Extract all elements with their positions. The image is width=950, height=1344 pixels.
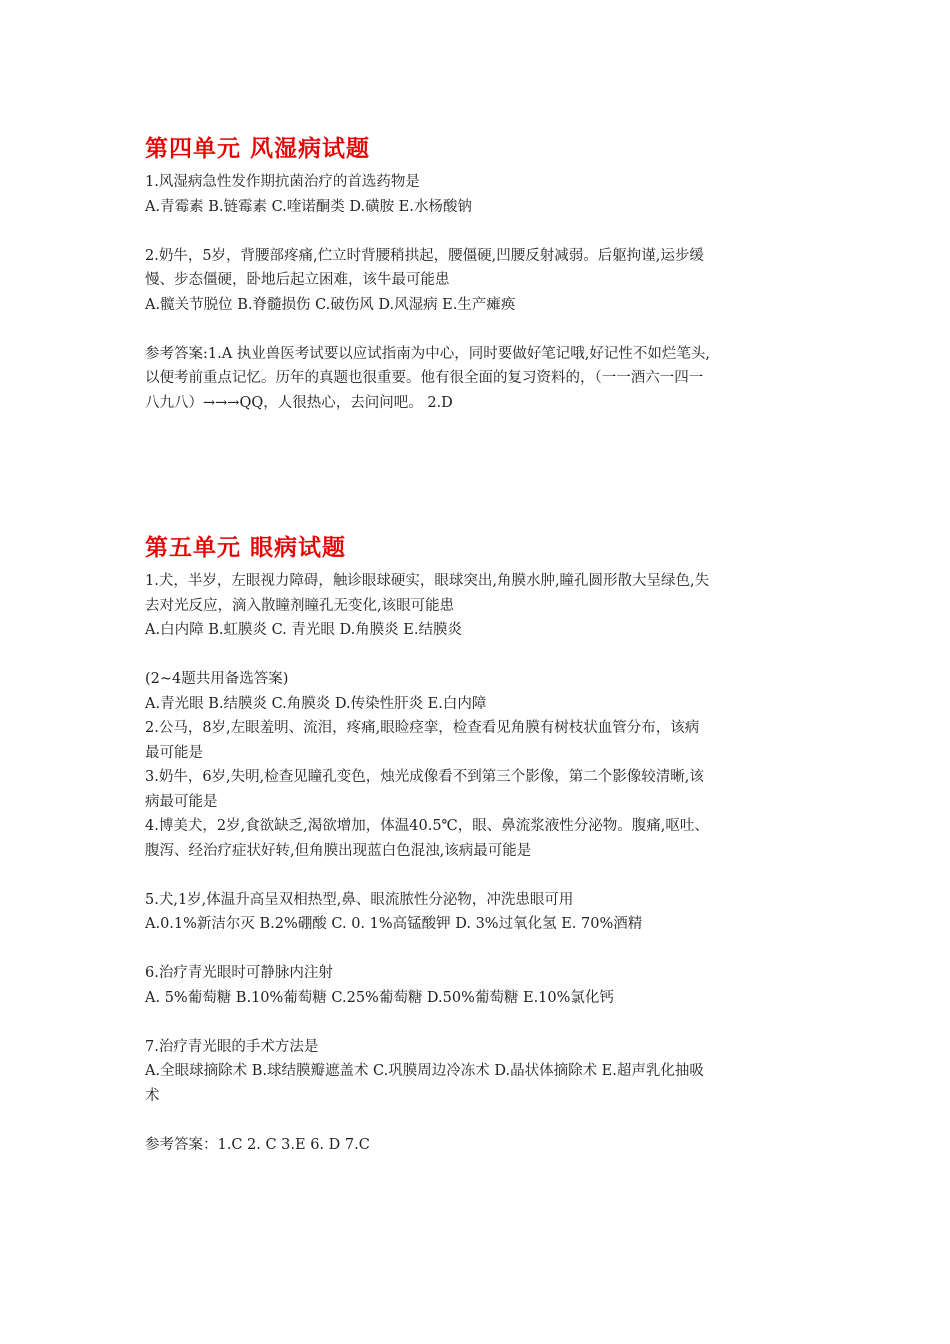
unit5-title: 第五单元 眼病试题 bbox=[145, 535, 347, 561]
unit5-q6-options: A. 5%葡萄糖 B.10%葡萄糖 C.25%葡萄糖 D.50%葡萄糖 E.10%氯化钙 bbox=[145, 989, 614, 1006]
unit5-q6-stem: 6.治疗青光眼时可静脉内注射 bbox=[145, 965, 333, 981]
unit5-q5-stem: 5.犬,1岁,体温升高呈双相热型,鼻、眼流脓性分泌物，冲洗患眼可用 bbox=[145, 891, 574, 908]
unit5-answers: 参考答案：1.C 2. C 3.E 6. D 7.C bbox=[145, 1136, 370, 1153]
unit4-q1-stem: 1.风湿病急性发作期抗菌治疗的首选药物是 bbox=[145, 174, 420, 190]
unit4-q1-options: A.青霉素 B.链霉素 C.喹诺酮类 D.磺胺 E.水杨酸钠 bbox=[145, 198, 472, 215]
unit5-shared-note: (2~4题共用备选答案) bbox=[145, 671, 289, 687]
spacer bbox=[145, 317, 825, 342]
unit4-q2-stem-line1: 2.奶牛，5岁，背腰部疼痛,伫立时背腰稍拱起，腰僵硬,凹腰反射减弱。后躯拘谨,运步缓 bbox=[145, 247, 704, 264]
unit4-q2-options: A.髋关节脱位 B.脊髓损伤 C.破伤风 D.风湿病 E.生产瘫痪 bbox=[145, 296, 516, 313]
unit4-answer-line1: 参考答案:1.A 执业兽医考试要以应试指南为中心，同时要做好笔记哦,好记性不如烂笔头, bbox=[145, 345, 711, 362]
unit5-q3-line2: 病最可能是 bbox=[145, 793, 218, 810]
unit5-q7-options-line2: 术 bbox=[145, 1087, 160, 1104]
unit5-q2-line2: 最可能是 bbox=[145, 744, 203, 761]
spacer bbox=[145, 643, 825, 668]
unit4-answer-line3: 八九八）→→→QQ，人很热心，去问问吧。 2.D bbox=[145, 394, 453, 411]
unit5-q1-stem-line2: 去对光反应，滴入散瞳剂瞳孔无变化,该眼可能患 bbox=[145, 597, 455, 614]
unit5-q4-line2: 腹泻、经治疗症状好转,但角膜出现蓝白色混浊,该病最可能是 bbox=[145, 842, 532, 859]
unit5-q3-line1: 3.奶牛，6岁,失明,检查见瞳孔变色，烛光成像看不到第三个影像，第二个影像较清晰,该 bbox=[145, 769, 704, 785]
unit4-answer-line2: 以便考前重点记忆。历年的真题也很重要。他有很全面的复习资料的，（一一酒六一四一 bbox=[145, 370, 704, 386]
spacer bbox=[145, 219, 825, 244]
unit5-q7-options-line1: A.全眼球摘除术 B.球结膜瓣遮盖术 C.巩膜周边冷冻术 D.晶状体摘除术 E.超声乳化抽吸 bbox=[145, 1063, 704, 1079]
unit5-q7-stem: 7.治疗青光眼的手术方法是 bbox=[145, 1038, 319, 1055]
unit5-q2-line1: 2.公马，8岁,左眼羞明、流泪，疼痛,眼睑痉挛，检查看见角膜有树枝状血管分布，该病 bbox=[145, 720, 700, 736]
spacer bbox=[145, 863, 825, 888]
unit5-q1-stem-line1: 1.犬，半岁，左眼视力障碍，触诊眼球硬实，眼球突出,角膜水肿,瞳孔圆形散大呈绿色,失 bbox=[145, 573, 710, 589]
unit5-q4-line1: 4.博美犬，2岁,食欲缺乏,渴欲增加，体温40.5℃，眼、鼻流浆液性分泌物。腹痛,呕吐、 bbox=[145, 818, 709, 834]
unit4-title: 第四单元 风湿病试题 bbox=[145, 136, 371, 162]
unit5-shared-options: A.青光眼 B.结膜炎 C.角膜炎 D.传染性肝炎 E.白内障 bbox=[145, 695, 487, 712]
unit5-q5-options: A.0.1%新洁尔灭 B.2%硼酸 C. 0. 1%高锰酸钾 D. 3%过氧化氢 E. 70%酒精 bbox=[145, 916, 643, 932]
unit4-q2-stem-line2: 慢、步态僵硬，卧地后起立困难，该牛最可能患 bbox=[145, 272, 450, 288]
unit4-section bbox=[145, 134, 825, 415]
unit5-q1-options: A.白内障 B.虹膜炎 C. 青光眼 D.角膜炎 E.结膜炎 bbox=[145, 622, 462, 638]
spacer bbox=[145, 937, 825, 962]
unit5-section bbox=[145, 533, 825, 1157]
spacer bbox=[145, 1108, 825, 1133]
spacer bbox=[145, 1010, 825, 1035]
